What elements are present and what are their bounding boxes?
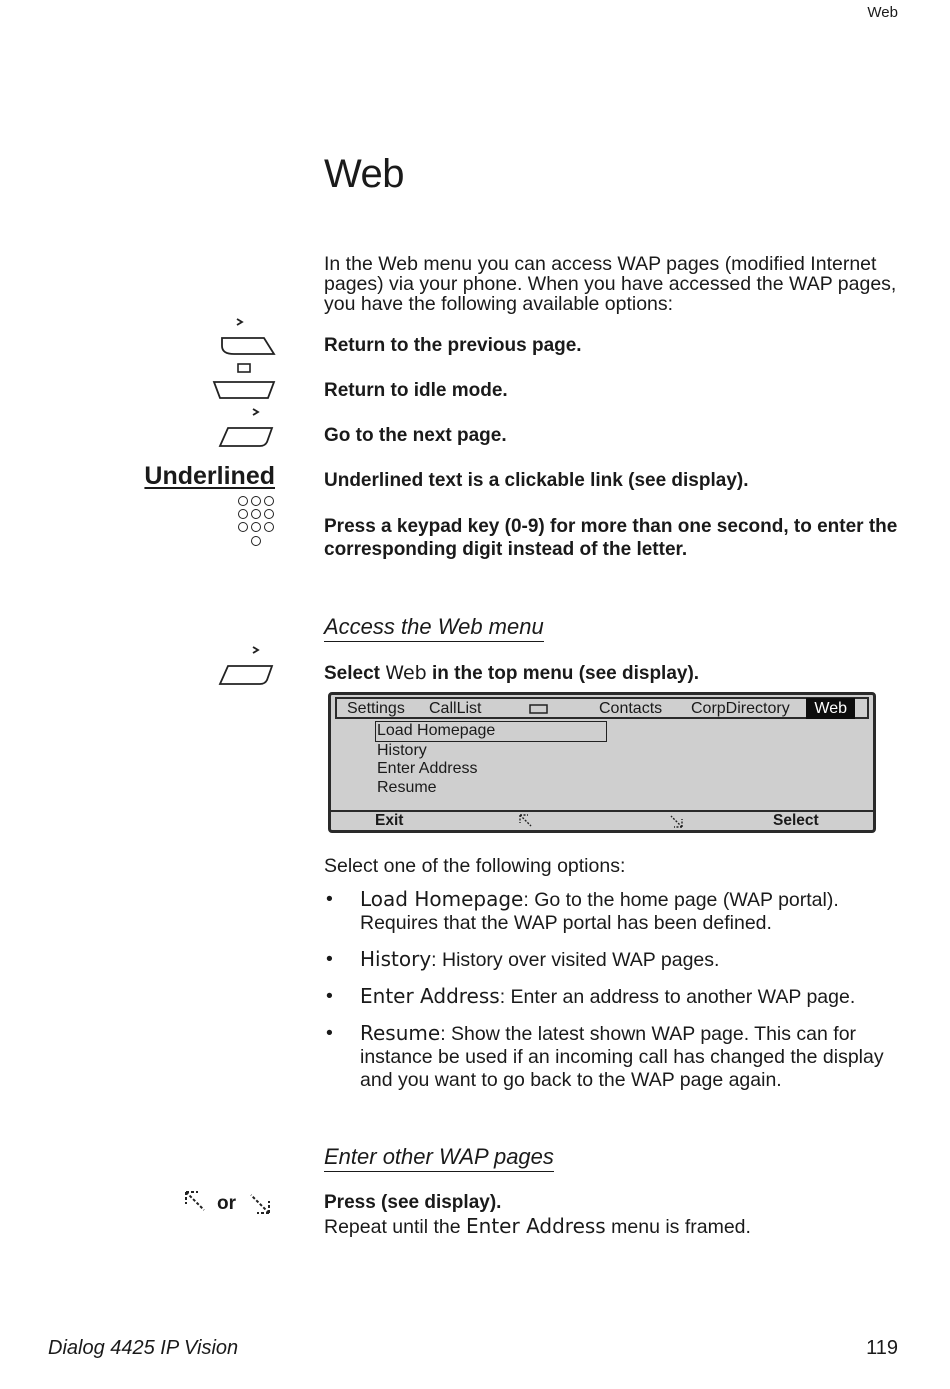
select-term-web: Web (385, 662, 427, 684)
press-see-display: Press (see display). (324, 1192, 502, 1213)
up-left-arrow-icon-large (184, 1190, 208, 1214)
option-underlined-link: Underlined text is a clickable link (see display). (324, 470, 749, 491)
heading-access-web-menu: Access the Web menu (324, 614, 544, 642)
page-title: Web (324, 152, 405, 196)
enter-address-term: Enter Address (466, 1214, 606, 1238)
display-item-resume[interactable]: Resume (377, 778, 437, 796)
left-softkey-icon (212, 316, 276, 360)
phone-display (328, 692, 876, 833)
right-softkey-icon (212, 406, 276, 448)
underlined-label: Underlined (144, 462, 275, 490)
option-next-page: Go to the next page. (324, 425, 507, 446)
display-menu-list (375, 721, 607, 797)
option-idle-mode: Return to idle mode. (324, 380, 508, 401)
footer-product-name: Dialog 4425 IP Vision (48, 1337, 239, 1359)
display-softkey-bar (331, 810, 873, 830)
up-left-arrow-icon[interactable] (519, 814, 533, 828)
repeat-instruction: Repeat until the Enter Address menu is framed. (324, 1214, 751, 1238)
bullet-enter-address: • Enter Address: Enter an address to another WAP page. (324, 985, 904, 1009)
display-top-menu (335, 697, 869, 719)
display-item-enter-address[interactable]: Enter Address (377, 760, 478, 777)
menu-settings[interactable]: Settings (347, 700, 405, 717)
select-options-intro: Select one of the following options: (324, 855, 626, 877)
option-previous-page: Return to the previous page. (324, 335, 582, 356)
right-softkey-icon-access (212, 644, 276, 686)
keypad-icon (236, 494, 278, 550)
option-keypad-digit: Press a keypad key (0-9) for more than one second, to enter the corresponding digit instead of the letter. (324, 516, 898, 560)
bullet-load-homepage: • Load Homepage: Go to the home page (WAP portal). Requires that the WAP portal has been defined. (324, 888, 904, 935)
menu-contacts[interactable]: Contacts (599, 700, 663, 717)
display-item-history[interactable]: History (377, 741, 427, 759)
select-prefix: Select (324, 663, 380, 684)
select-suffix: in the top menu (see display). (431, 663, 700, 684)
softkey-exit[interactable]: Exit (375, 812, 404, 829)
running-header: Web (867, 4, 898, 21)
options-bullet-list (324, 888, 904, 1105)
select-web-instruction (324, 662, 904, 685)
middle-softkey-icon (212, 362, 276, 404)
menu-web-selected[interactable]: Web (806, 698, 855, 719)
display-item-load-homepage[interactable]: Load Homepage (375, 721, 607, 742)
intro-paragraph: In the Web menu you can access WAP pages (modified Internet pages) via your phone. When you have accessed the WAP pages, you have the following available options: (324, 253, 897, 315)
or-label: or (217, 1193, 236, 1214)
menu-corpdirectory[interactable]: CorpDirectory (691, 700, 790, 717)
menu-calllist[interactable]: CallList (429, 700, 482, 717)
softkey-select[interactable]: Select (773, 812, 819, 829)
down-right-arrow-icon-large (248, 1192, 272, 1216)
down-right-arrow-icon[interactable] (669, 814, 683, 828)
heading-enter-other-wap-pages: Enter other WAP pages (324, 1144, 554, 1172)
middle-key-icon (529, 704, 549, 714)
footer-page-number: 119 (866, 1337, 898, 1359)
bullet-resume: • Resume: Show the latest shown WAP page. This can for instance be used if an incoming call has changed the display and you want to go back to the WAP page again. (324, 1022, 904, 1092)
bullet-history: • History: History over visited WAP pages. (324, 948, 904, 972)
